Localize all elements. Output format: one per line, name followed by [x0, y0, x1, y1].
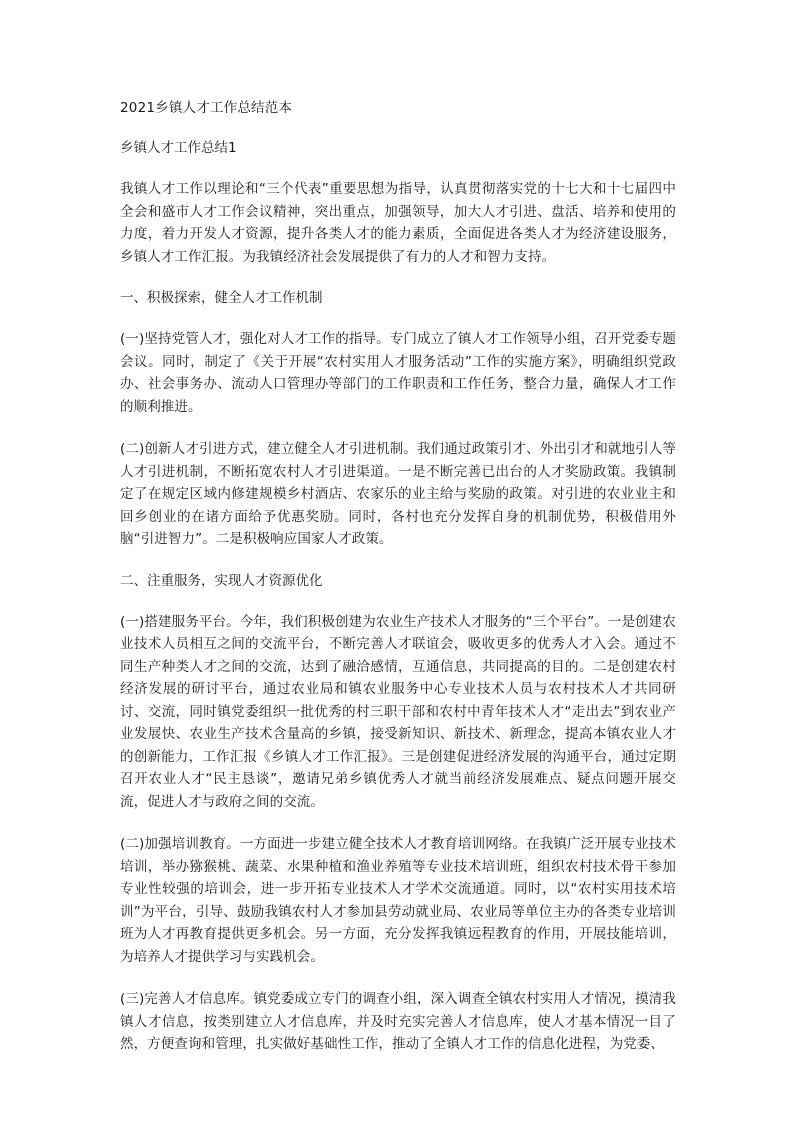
section-1-heading: 一、积极探索，健全人才工作机制 [120, 290, 323, 306]
document-content [120, 98, 676, 1076]
section-2-paragraph-1: (一)搭建服务平台。今年，我们积极创建为农业生产技术人才服务的“三个平台”。一是创建农业技术人员相互之间的交流平台，不断完善人才联谊会，吸收更多的优秀人才入会。通过不同生产种类人才之间的交流，达到了融洽感情，互通信息，共同提高的目的。二是创建农村经济发展的研讨平台，通过农业局和镇农业服务中心专业技术人员与农村技术人才共同研讨、交流，同时镇党委组织一批优秀的村三职干部和农村中青年技术人才“走出去”到农业产业发展快、农业生产技术含量高的乡镇，接受新知识、新技术、新理念，提高本镇农业人才的创新能力，工作汇报《乡镇人才工作汇报》。三是创建促进经济发展的沟通平台，通过定期召开农业人才“民主恳谈”，邀请兄弟乡镇优秀人才就当前经济发展难点、疑点问题开展交流，促进人才与政府之间的交流。 [120, 613, 676, 810]
section-1-paragraph-1: (一)坚持党管人才，强化对人才工作的指导。专门成立了镇人才工作领导小组，召开党委专题会议。同时，制定了《关于开展“农村实用人才服务活动”工作的实施方案》，明确组织党政办、社会事务办、流动人口管理办等部门的工作职责和工作任务，整合力量，确保人才工作的顺利推进。 [120, 331, 676, 415]
section-2-heading: 二、注重服务，实现人才资源优化 [120, 572, 323, 589]
section-2-paragraph-3: (三)完善人才信息库。镇党委成立专门的调查小组，深入调查全镇农村实用人才情况，摸清我镇人才信息，按类别建立人才信息库，并及时充实完善人才信息库，使人才基本情况一目了然，方便查询和管理，扎实做好基础性工作，推动了全镇人才工作的信息化进程，为党委、 [120, 991, 676, 1052]
intro-paragraph: 我镇人才工作以理论和“三个代表”重要思想为指导，认真贯彻落实党的十七大和十七届四中全会和盛市人才工作会议精神，突出重点，加强领导，加大人才引进、盘活、培养和使用的力度，着力开发人才资源，提升各类人才的能力素质，全面促进各类人才为经济建设服务，乡镇人才工作汇报。为我镇经济社会发展提供了有力的人才和智力支持。 [120, 181, 676, 265]
section-1-paragraph-2: (二)创新人才引进方式，建立健全人才引进机制。我们通过政策引才、外出引才和就地引人等人才引进机制，不断拓宽农村人才引进渠道。一是不断完善已出台的人才奖励政策。我镇制定了在规定区域内修建规模乡村酒店、农家乐的业主给与奖励的政策。对引进的农业业主和回乡创业的在诸方面给予优惠奖励。同时，各村也充分发挥自身的机制优势，积极借用外脑“引进智力”。二是积极响应国家人才政策。 [120, 441, 676, 547]
section-2-paragraph-2: (二)加强培训教育。一方面进一步建立健全技术人才教育培训网络。在我镇广泛开展专业技术培训，举办猕猴桃、蔬菜、水果种植和渔业养殖等专业技术培训班，组织农村技术骨干参加专业性较强的培训会，进一步开拓专业技术人才学术交流通道。同时，以“农村实用技术培训”为平台，引导、鼓励我镇农村人才参加县劳动就业局、农业局等单位主办的各类专业培训班为人才再教育提供更多机会。另一方面，充分发挥我镇远程教育的作用，开展技能培训，为培养人才提供学习与实践机会。 [120, 836, 676, 965]
document-subtitle: 乡镇人才工作总结1 [120, 140, 237, 156]
document-title: 2021乡镇人才工作总结范本 [120, 100, 293, 116]
